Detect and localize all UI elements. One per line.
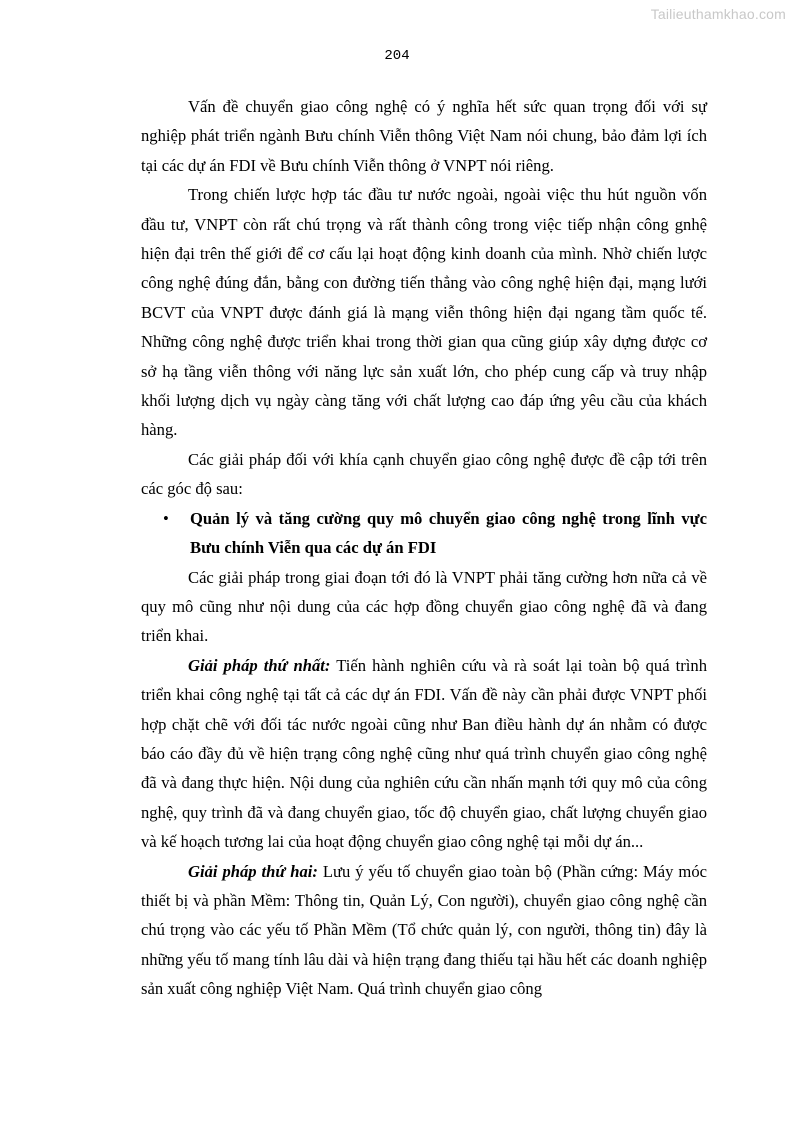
paragraph-3: Các giải pháp đối với khía cạnh chuyển giao công nghệ được đề cập tới trên các góc độ sau: bbox=[141, 449, 707, 499]
document-body bbox=[141, 92, 707, 1004]
paragraph-4: Các giải pháp trong giai đoạn tới đó là VNPT phải tăng cường hơn nữa cả về quy mô cũng như nội dung của các hợp đồng chuyển giao công nghệ đã và đang triển khai. bbox=[141, 567, 707, 646]
paragraph-5 bbox=[141, 651, 707, 857]
paragraph-2: Trong chiến lược hợp tác đầu tư nước ngoài, ngoài việc thu hút nguồn vốn đầu tư, VNPT còn rất chú trọng và rất thành công trong việc tiếp nhận công gnhệ hiện đại trên thế giới để cơ cấu lại hoạt động kinh doanh của mình. Nhờ chiến lược công nghệ đúng đắn, bằng con đường tiến thẳng vào công nghệ hiện đại, mạng lưới BCVT của VNPT được đánh giá là mạng viễn thông hiện đại ngang tầm quốc tế. Những công nghệ được triển khai trong thời gian qua cũng giúp xây dựng được cơ sở hạ tầng viễn thông với năng lực sản xuất lớn, cho phép cung cấp và truy nhập khối lượng dịch vụ ngày càng tăng với chất lượng cao đáp ứng yêu cầu của khách hàng. bbox=[141, 185, 707, 440]
solution-1-label: Giải pháp thứ nhất: bbox=[188, 655, 331, 675]
bullet-heading bbox=[141, 504, 707, 563]
paragraph-6 bbox=[141, 857, 707, 1004]
bullet-heading-text: Quản lý và tăng cường quy mô chuyển giao công nghệ trong lĩnh vực Bưu chính Viễn qua các dự án FDI bbox=[190, 508, 707, 558]
bullet-icon: • bbox=[163, 508, 169, 528]
watermark: Tailieuthamkhao.com bbox=[650, 6, 786, 22]
solution-2-label: Giải pháp thứ hai: bbox=[188, 861, 318, 881]
paragraph-1: Vấn đề chuyển giao công nghệ có ý nghĩa hết sức quan trọng đối với sự nghiệp phát triển ngành Bưu chính Viễn thông Việt Nam nói chung, bảo đảm lợi ích tại các dự án FDI về Bưu chính Viễn thông ở VNPT nói riêng. bbox=[141, 97, 707, 175]
page-number: 204 bbox=[384, 48, 410, 64]
solution-2-text: Lưu ý yếu tố chuyển giao toàn bộ (Phần cứng: Máy móc thiết bị và phần Mềm: Thông tin, Quản Lý, Con người), chuyển giao công nghệ cần chú trọng vào các yếu tố Phần Mềm (Tổ chức quản lý, con người, thông tin) đây là những yếu tố mang tính lâu dài và hiện trạng đang thiếu tại hầu hết các doanh nghiệp sản xuất công nghiệp Việt Nam. Quá trình chuyển giao công bbox=[141, 861, 707, 999]
solution-1-text: Tiến hành nghiên cứu và rà soát lại toàn bộ quá trình triển khai công nghệ tại tất cả các dự án FDI. Vấn đề này cần phải được VNPT phối hợp chặt chẽ với đối tác nước ngoài cũng như Ban điều hành dự án nhằm có được báo cáo đầy đủ về hiện trạng công nghệ cũng như quá trình chuyển giao công nghệ đã và đang thực hiện. Nội dung của nghiên cứu cần nhấn mạnh tới quy mô của công nghệ, quy trình đã và đang chuyển giao, tốc độ chuyển giao, chất lượng chuyển giao và kế hoạch tương lai của hoạt động chuyển giao công nghệ tại mỗi dự án... bbox=[141, 655, 707, 852]
